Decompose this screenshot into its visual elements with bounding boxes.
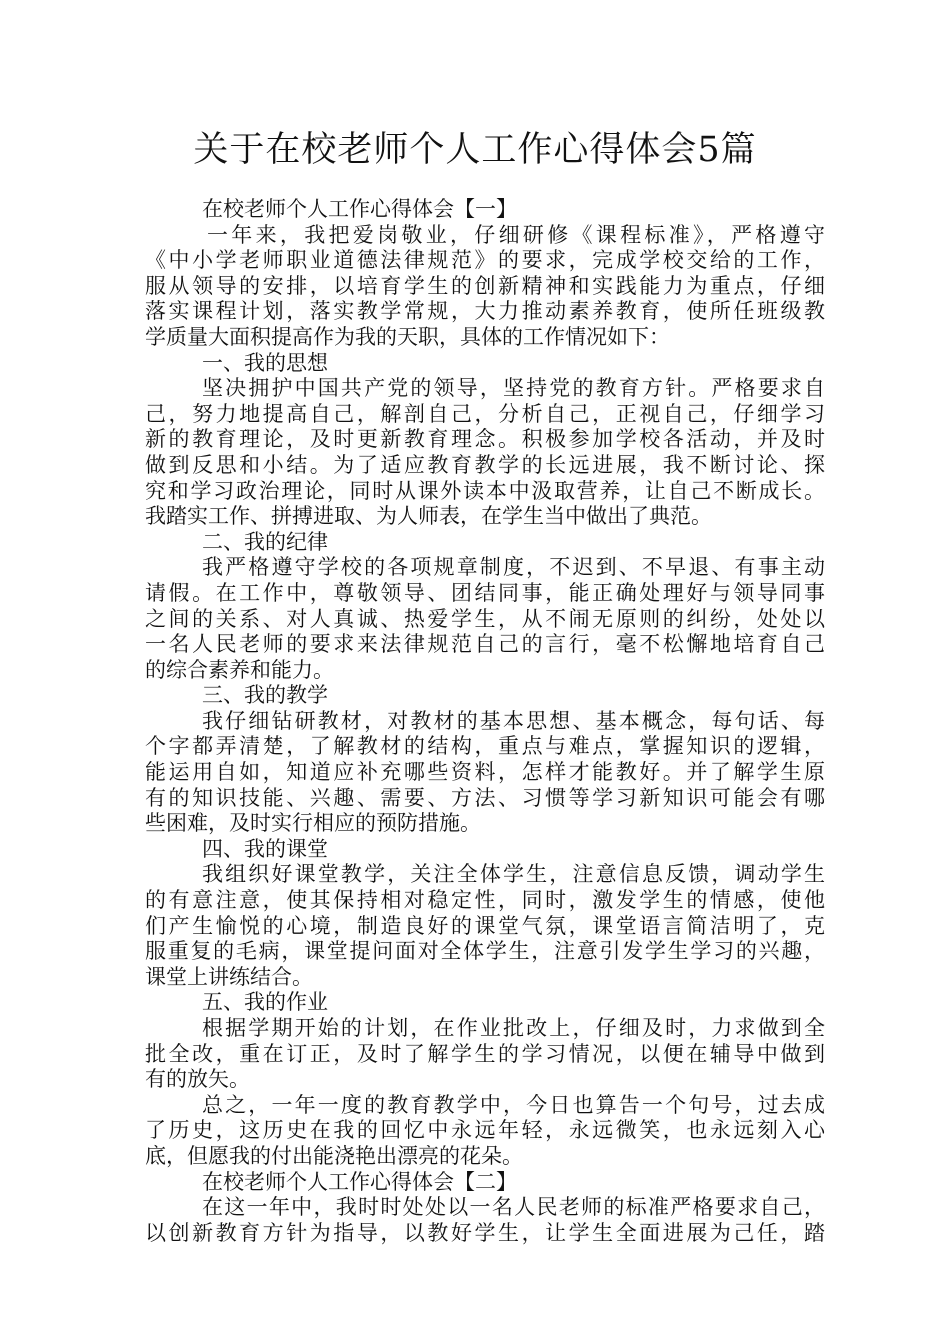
paragraph-line: 以创新教育方针为指导，以教好学生，让学生全面进展为己任，踏 [145, 1220, 825, 1245]
paragraph-line: 落实课程计划，落实教学常规，大力推动素养教育，使所任班级教 [145, 299, 825, 324]
paragraph-line: 一年来，我把爱岗敬业，仔细研修《课程标准》，严格遵守 [207, 222, 825, 247]
paragraph-line: 课堂上讲练结合。 [145, 964, 313, 989]
section-heading: 一、我的思想 [202, 350, 328, 375]
paragraph-line: 我踏实工作、拼搏进取、为人师表，在学生当中做出了典范。 [145, 504, 712, 529]
paragraph-line: 在这一年中，我时时处处以一名人民老师的标准严格要求自己， [202, 1195, 825, 1220]
paragraph-line: 服从领导的安排，以培育学生的创新精神和实践能力为重点，仔细 [145, 273, 825, 298]
section-heading: 在校老师个人工作心得体会【二】 [202, 1169, 517, 1194]
paragraph-line: 的综合素养和能力。 [145, 657, 334, 682]
paragraph-line: 学质量大面积提高作为我的天职，具体的工作情况如下： [145, 324, 670, 349]
document-title: 关于在校老师个人工作心得体会5篇 [193, 130, 757, 170]
paragraph-line: 一名人民老师的要求来法律规范自己的言行，毫不松懈地培育自己 [145, 632, 825, 657]
paragraph-line: 我仔细钻研教材，对教材的基本思想、基本概念，每句话、每 [202, 708, 825, 733]
paragraph-line: 总之，一年一度的教育教学中，今日也算告一个句号，过去成 [202, 1092, 825, 1117]
paragraph-line: 究和学习政治理论，同时从课外读本中汲取营养，让自己不断成长。 [145, 478, 825, 503]
paragraph-line: 批全改，重在订正，及时了解学生的学习情况，以便在辅导中做到 [145, 1041, 825, 1066]
section-heading: 二、我的纪律 [202, 529, 328, 554]
paragraph-line: 有的知识技能、兴趣、需要、方法、习惯等学习新知识可能会有哪 [145, 785, 825, 810]
paragraph-line: 们产生愉悦的心境，制造良好的课堂气氛，课堂语言简洁明了，克 [145, 913, 825, 938]
section-heading: 四、我的课堂 [202, 836, 328, 861]
paragraph-line: 我组织好课堂教学，关注全体学生，注意信息反馈，调动学生 [202, 862, 825, 887]
paragraph-line: 做到反思和小结。为了适应教育教学的长远进展，我不断讨论、探 [145, 452, 825, 477]
paragraph-line: 有的放矢。 [145, 1067, 250, 1092]
paragraph-line: 底，但愿我的付出能浇艳出漂亮的花朵。 [145, 1143, 523, 1168]
paragraph-line: 根据学期开始的计划，在作业批改上，仔细及时，力求做到全 [202, 1016, 825, 1040]
paragraph-line: 己，努力地提高自己，解剖自己，分析自己，正视自己，仔细学习 [145, 401, 825, 426]
paragraph-line: 的有意注意，使其保持相对稳定性，同时，激发学生的情感，使他 [145, 888, 825, 913]
section-heading: 三、我的教学 [202, 683, 328, 708]
section-heading: 五、我的作业 [202, 990, 328, 1015]
paragraph-line: 了历史，这历史在我的回忆中永远年轻，永远微笑，也永远刻入心 [145, 1118, 825, 1143]
paragraph-line: 之间的关系、对人真诚、热爱学生，从不闹无原则的纠纷，处处以 [145, 606, 825, 631]
section-heading: 在校老师个人工作心得体会【一】 [202, 197, 517, 221]
paragraph-line: 我严格遵守学校的各项规章制度，不迟到、不早退、有事主动 [202, 555, 825, 580]
paragraph-line: 《中小学老师职业道德法律规范》的要求，完成学校交给的工作， [145, 248, 825, 273]
paragraph-line: 能运用自如，知道应补充哪些资料，怎样才能教好。并了解学生原 [145, 760, 825, 785]
paragraph-line: 请假。在工作中，尊敬领导、团结同事，能正确处理好与领导同事 [145, 580, 825, 605]
paragraph-line: 些困难，及时实行相应的预防措施。 [145, 811, 481, 836]
document-body [145, 197, 825, 1246]
paragraph-line: 服重复的毛病，课堂提问面对全体学生，注意引发学生学习的兴趣， [145, 939, 825, 964]
paragraph-line: 坚决拥护中国共产党的领导，坚持党的教育方针。严格要求自 [202, 376, 825, 401]
paragraph-line: 新的教育理论，及时更新教育理念。积极参加学校各活动，并及时 [145, 427, 825, 452]
paragraph-line: 个字都弄清楚，了解教材的结构，重点与难点，掌握知识的逻辑， [145, 734, 825, 759]
